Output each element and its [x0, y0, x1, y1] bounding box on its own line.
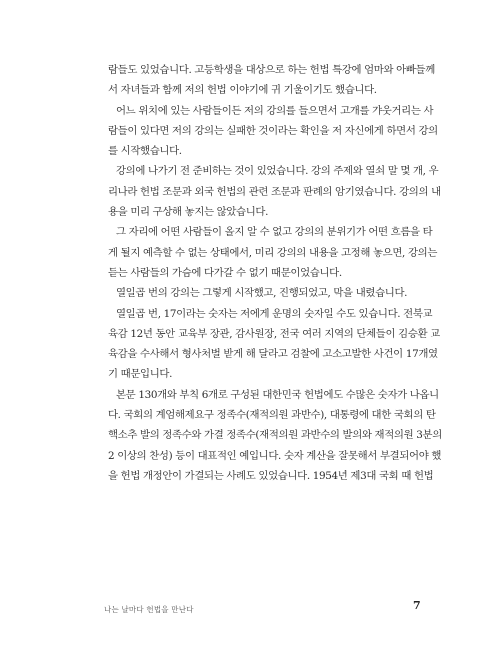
text-line: 다. 국회의 계엄해제요구 정족수(재적의원 과반수), 대통령에 대한 국회의 탄 — [108, 409, 436, 422]
text-line: 본문 130개와 부칙 6개로 구성된 대한민국 헌법에도 수많은 숫자가 나옵니 — [116, 388, 439, 401]
text-line: 그 자리에 어떤 사람들이 올지 알 수 없고 강의의 분위기가 어떤 흐름을 타 — [116, 226, 433, 239]
text-line: 육감 12년 동안 교육부 장관, 감사원장, 전국 여러 지역의 단체들이 김승환 교 — [108, 327, 440, 340]
text-line: 게 될지 예측할 수 없는 상태에서, 미리 강의의 내용을 고정해 놓으면, 강의는 — [108, 246, 438, 259]
text-line: 듣는 사람들의 가슴에 다가갈 수 없기 때문이었습니다. — [108, 266, 342, 279]
text-line: 열일곱 번의 강의는 그렇게 시작했고, 진행되었고, 막을 내렸습니다. — [116, 287, 408, 300]
text-line: 강의에 나가기 전 준비하는 것이 있었습니다. 강의 주제와 열쇠 말 몇 개, 우 — [116, 165, 439, 178]
text-line: 을 헌법 개정안이 가결되는 사례도 있었습니다. 1954년 제3대 국회 때 헌법 — [108, 469, 434, 482]
text-line: 핵소추 발의 정족수와 가결 정족수(재적의원 과반수의 발의와 재적의원 3분의 — [108, 429, 442, 442]
text-line: 어느 위치에 있는 사람들이든 저의 강의를 들으면서 고개를 갸웃거리는 사 — [116, 104, 434, 117]
page-number: 7 — [413, 599, 421, 612]
running-footer-title: 나는 날마다 헌법을 만난다 — [104, 605, 194, 614]
text-line: 리나라 헌법 조문과 외국 헌법의 관련 조문과 판례의 암기였습니다. 강의의 내 — [108, 185, 441, 198]
text-line: 기 때문입니다. — [108, 368, 173, 381]
text-line: 열일곱 번, 17이라는 숫자는 저에게 운명의 숫자일 수도 있습니다. 전북교 — [116, 307, 433, 320]
text-line: 람들이 있다면 저의 강의는 실패한 것이라는 확인을 저 자신에게 하면서 강의 — [108, 124, 438, 137]
body-text — [108, 60, 442, 486]
text-line: 를 시작했습니다. — [108, 145, 182, 158]
text-line: 육감을 수사해서 형사처벌 받게 해 달라고 검찰에 고소고발한 사건이 17개였 — [108, 348, 438, 361]
text-line: 2 이상의 찬성) 등이 대표적인 예입니다. 숫자 계산을 잘못해서 부결되어야 했 — [108, 449, 442, 462]
text-line: 서 자녀들과 함께 저의 헌법 이야기에 귀 기울이기도 했습니다. — [108, 84, 377, 97]
text-line: 람들도 있었습니다. 고등학생을 대상으로 하는 헌법 특강에 엄마와 아빠들께 — [108, 64, 435, 76]
text-line: 용을 미리 구상해 놓지는 않았습니다. — [108, 206, 269, 219]
